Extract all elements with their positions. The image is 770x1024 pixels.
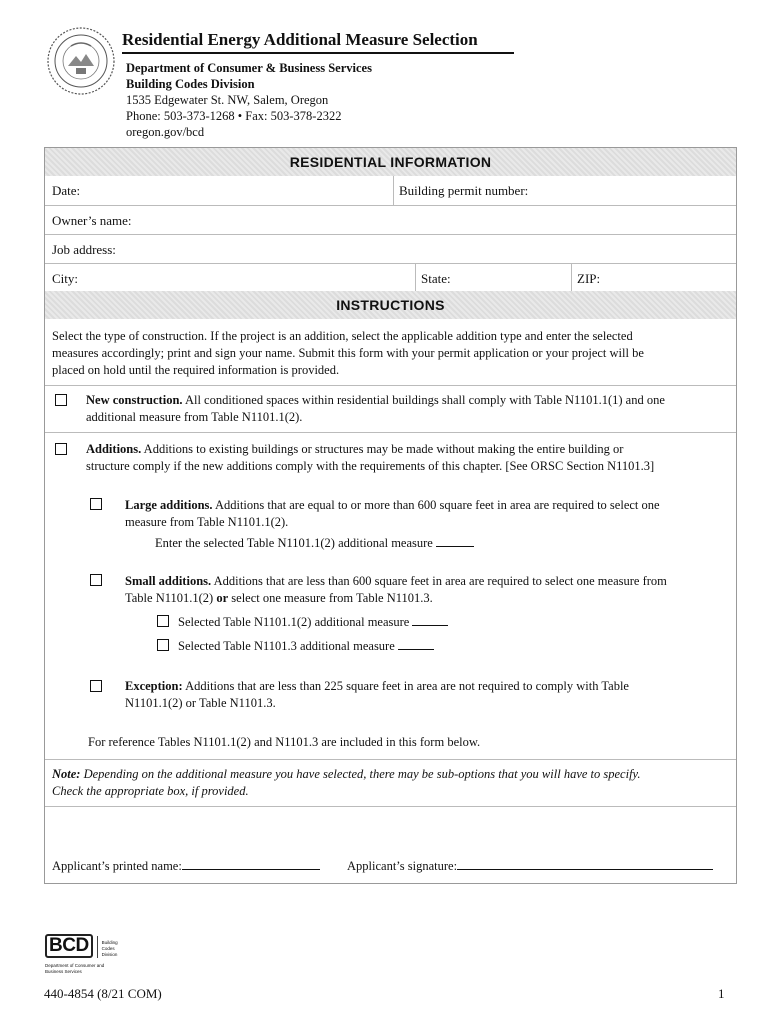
large-measure-blank[interactable] bbox=[436, 534, 474, 547]
additions-label: Additions. bbox=[86, 442, 142, 456]
signature-field bbox=[347, 857, 713, 875]
small-option-1 bbox=[178, 613, 448, 631]
divider bbox=[45, 385, 736, 386]
small-additions-text bbox=[125, 573, 667, 590]
website: oregon.gov/bcd bbox=[126, 125, 205, 139]
instructions-line-2: measures accordingly; print and sign your name. Submit this form with your permit application or your project will be bbox=[52, 346, 644, 360]
small-desc-part-a: Table N1101.1(2) bbox=[125, 591, 217, 605]
small-additions-label: Small additions. bbox=[125, 574, 212, 588]
large-measure-label: Enter the selected Table N1101.1(2) additional measure bbox=[155, 536, 433, 550]
logo-sub-2: Codes bbox=[101, 946, 115, 951]
small-additions-desc-2 bbox=[125, 590, 433, 607]
exception-checkbox[interactable] bbox=[90, 680, 102, 692]
job-address-label: Job address: bbox=[52, 242, 116, 257]
small-option-2-blank[interactable] bbox=[398, 637, 434, 650]
small-desc-part-c: select one measure from Table N1101.3. bbox=[228, 591, 433, 605]
form-title: Residential Energy Additional Measure Selection bbox=[122, 30, 478, 49]
row-job-address[interactable] bbox=[45, 235, 736, 264]
additions-text bbox=[86, 441, 623, 458]
divider bbox=[571, 264, 572, 291]
reference-note: For reference Tables N1101.1(2) and N1101.3 are included in this form below. bbox=[88, 735, 481, 749]
small-desc-or: or bbox=[216, 591, 229, 605]
date-label: Date: bbox=[52, 183, 81, 198]
small-option-n1101-1-2-checkbox[interactable] bbox=[157, 615, 169, 627]
title-rule bbox=[122, 52, 514, 54]
logo-divider bbox=[97, 936, 98, 958]
dept-name: Department of Consumer & Business Services bbox=[126, 61, 372, 75]
logo-sub-3: Division bbox=[101, 952, 118, 957]
exception-desc-1: Additions that are less than 225 square feet in area are not required to comply with Table bbox=[182, 679, 629, 693]
note-text-1: Depending on the additional measure you have selected, there may be sub-options that you will have to specify. bbox=[80, 767, 641, 781]
permit-label: Building permit number: bbox=[399, 183, 529, 198]
new-construction-desc-1: All conditioned spaces within residential buildings shall comply with Table N1101.1(1) and one bbox=[182, 393, 665, 407]
large-additions-checkbox[interactable] bbox=[90, 498, 102, 510]
residential-info-heading: RESIDENTIAL INFORMATION bbox=[45, 148, 736, 176]
note-label: Note: bbox=[52, 767, 81, 781]
divider bbox=[393, 176, 394, 205]
page-number: 1 bbox=[718, 986, 725, 1001]
large-additions-desc-2: measure from Table N1101.1(2). bbox=[125, 515, 289, 529]
new-construction-checkbox[interactable] bbox=[55, 394, 67, 406]
signature-line[interactable] bbox=[457, 857, 713, 870]
instructions-line-3: placed on hold until the required information is provided. bbox=[52, 363, 340, 377]
note-line-2: Check the appropriate box, if provided. bbox=[52, 784, 249, 798]
small-option-2 bbox=[178, 637, 434, 655]
printed-name-field bbox=[52, 857, 320, 875]
logo-division-text bbox=[102, 940, 118, 958]
divider bbox=[45, 806, 736, 807]
small-additions-checkbox[interactable] bbox=[90, 574, 102, 586]
owner-label: Owner’s name: bbox=[52, 213, 132, 228]
bcd-logo-mark: BCD bbox=[45, 934, 93, 958]
new-construction-text bbox=[86, 392, 665, 409]
exception-label: Exception: bbox=[125, 679, 183, 693]
oregon-state-seal bbox=[46, 26, 116, 96]
note-line-1 bbox=[52, 766, 641, 783]
additions-desc-2: structure comply if the new additions comply with the requirements of this chapter. [See ORSC Section N1101.3] bbox=[86, 459, 655, 473]
form-code: 440-4854 (8/21 COM) bbox=[44, 986, 162, 1001]
form-body bbox=[44, 147, 737, 884]
printed-name-label: Applicant’s printed name: bbox=[52, 859, 182, 873]
large-additions-label: Large additions. bbox=[125, 498, 213, 512]
phone-fax: Phone: 503-373-1268 • Fax: 503-378-2322 bbox=[126, 109, 342, 123]
city-label: City: bbox=[52, 271, 79, 286]
zip-label: ZIP: bbox=[577, 271, 601, 286]
new-construction-desc-2: additional measure from Table N1101.1(2). bbox=[86, 410, 303, 424]
small-option-2-label: Selected Table N1101.3 additional measure bbox=[178, 639, 395, 653]
small-additions-desc-1: Additions that are less than 600 square feet in area are required to select one measure from bbox=[211, 574, 667, 588]
row-city-state-zip bbox=[45, 264, 736, 291]
divider bbox=[45, 432, 736, 433]
small-option-1-label: Selected Table N1101.1(2) additional measure bbox=[178, 615, 410, 629]
large-measure-entry bbox=[155, 534, 474, 552]
new-construction-label: New construction. bbox=[86, 393, 183, 407]
divider bbox=[45, 759, 736, 760]
bcd-logo bbox=[45, 934, 118, 974]
large-additions-desc-1: Additions that are equal to or more than 600 square feet in area are required to select one bbox=[212, 498, 660, 512]
signature-label: Applicant’s signature: bbox=[347, 859, 458, 873]
large-additions-text bbox=[125, 497, 660, 514]
divider bbox=[415, 264, 416, 291]
exception-desc-2: N1101.1(2) or Table N1101.3. bbox=[125, 696, 276, 710]
instructions-heading: INSTRUCTIONS bbox=[45, 291, 736, 319]
printed-name-line[interactable] bbox=[182, 857, 320, 870]
row-date-permit bbox=[45, 176, 736, 206]
division-name: Building Codes Division bbox=[126, 77, 255, 91]
logo-sub-1: Building bbox=[101, 940, 118, 945]
exception-text bbox=[125, 678, 629, 695]
row-owner[interactable] bbox=[45, 206, 736, 235]
address: 1535 Edgewater St. NW, Salem, Oregon bbox=[126, 93, 329, 107]
logo-dept-text: Department of Consumer and Business Services bbox=[45, 963, 105, 974]
additions-desc-1: Additions to existing buildings or structures may be made without making the entire building or bbox=[141, 442, 624, 456]
additions-checkbox[interactable] bbox=[55, 443, 67, 455]
small-option-1-blank[interactable] bbox=[412, 613, 448, 626]
small-option-n1101-3-checkbox[interactable] bbox=[157, 639, 169, 651]
instructions-line-1: Select the type of construction. If the project is an addition, select the applicable addition type and enter the selected bbox=[52, 329, 633, 343]
state-label: State: bbox=[421, 271, 451, 286]
